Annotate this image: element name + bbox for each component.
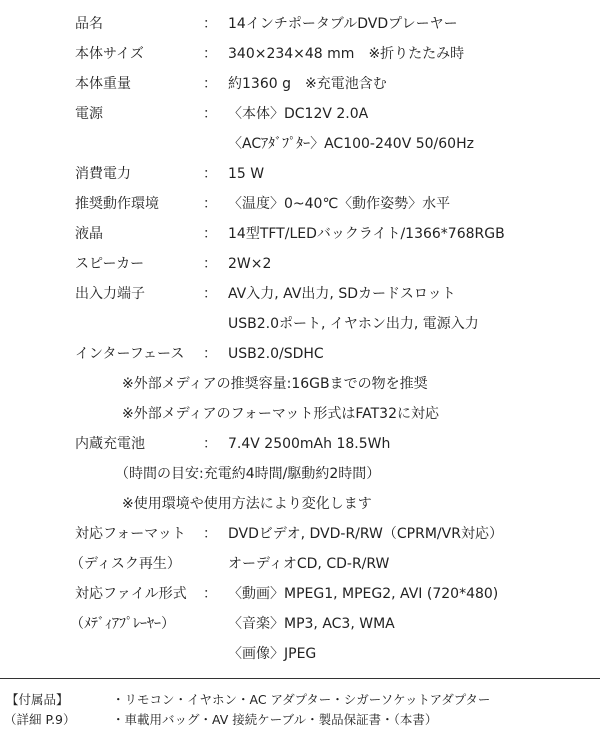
spec-row-speaker — [0, 252, 600, 276]
spec-row-files-3 — [0, 642, 600, 666]
spec-row-power — [0, 102, 600, 126]
spec-label: 液晶 — [75, 226, 103, 242]
spec-colon: ： — [203, 166, 217, 182]
spec-note: （時間の目安:充電約4時間/駆動約2時間） — [115, 466, 381, 482]
spec-label: 品名 — [75, 16, 103, 32]
spec-colon: ： — [203, 226, 217, 242]
spec-value: 約1360 g ※充電池含む — [228, 76, 387, 92]
spec-row-weight — [0, 72, 600, 96]
spec-value: 〈ACｱﾀﾞﾌﾟﾀｰ〉AC100-240V 50/60Hz — [228, 136, 474, 152]
spec-colon: ： — [203, 16, 217, 32]
spec-colon: ： — [203, 586, 217, 602]
spec-value: 340×234×48 mm ※折りたたみ時 — [228, 46, 465, 62]
spec-note: ※外部メディアの推奨容量:16GBまでの物を推奨 — [122, 376, 428, 392]
spec-row-power-2 — [0, 132, 600, 156]
spec-value: DVDビデオ, DVD-R/RW（CPRM/VR対応） — [228, 526, 503, 542]
spec-row-formats — [0, 522, 600, 546]
spec-value: オーディオCD, CD-R/RW — [228, 556, 390, 572]
spec-note-row — [0, 462, 600, 486]
spec-colon: ： — [203, 286, 217, 302]
spec-label: 対応フォーマット — [75, 526, 186, 542]
spec-label: 対応ファイル形式 — [75, 586, 187, 602]
spec-value: USB2.0ポート, イヤホン出力, 電源入力 — [228, 316, 479, 332]
spec-value: 〈温度〉0~40℃〈動作姿勢〉水平 — [228, 196, 451, 212]
spec-label: スピーカー — [75, 256, 145, 272]
spec-value: 7.4V 2500mAh 18.5Wh — [228, 436, 391, 452]
spec-colon: ： — [203, 256, 217, 272]
spec-value: 〈音楽〉MP3, AC3, WMA — [228, 616, 395, 632]
spec-colon: ： — [203, 436, 217, 452]
spec-row-io — [0, 282, 600, 306]
spec-value: 〈画像〉JPEG — [228, 646, 317, 662]
spec-row-interface — [0, 342, 600, 366]
spec-colon: ： — [203, 346, 217, 362]
spec-row-files-2 — [0, 612, 600, 636]
spec-row-consumption — [0, 162, 600, 186]
spec-note: ※使用環境や使用方法により変化します — [122, 496, 372, 512]
spec-row-lcd — [0, 222, 600, 246]
accessories-label: 【付属品】 — [6, 692, 69, 707]
spec-row-battery — [0, 432, 600, 456]
spec-label: 消費電力 — [75, 166, 131, 182]
spec-value: 〈動画〉MPEG1, MPEG2, AVI (720*480) — [228, 586, 499, 602]
divider — [0, 678, 600, 679]
accessories-line: ・リモコン・イヤホン・AC アダプター・シガーソケットアダプター — [112, 692, 491, 707]
spec-row-environment — [0, 192, 600, 216]
spec-label: インターフェース — [75, 346, 185, 362]
spec-label: 出入力端子 — [75, 286, 145, 302]
spec-row-files — [0, 582, 600, 606]
spec-label: 本体重量 — [75, 76, 131, 92]
spec-row-name — [0, 12, 600, 36]
spec-sublabel: （ﾒﾃﾞｨｱﾌﾟﾚｰﾔｰ） — [70, 616, 175, 632]
accessories-page-ref: （詳細 P.9） — [4, 712, 76, 727]
spec-row-size — [0, 42, 600, 66]
accessories-line: ・車載用バッグ・AV 接続ケーブル・製品保証書・（本書） — [112, 712, 438, 727]
spec-colon: ： — [203, 196, 217, 212]
spec-value: USB2.0/SDHC — [228, 346, 324, 362]
spec-value: 2W×2 — [228, 256, 272, 272]
spec-note-row — [0, 492, 600, 516]
spec-value: 14インチポータブルDVDプレーヤー — [228, 16, 458, 32]
spec-label: 推奨動作環境 — [75, 196, 159, 212]
spec-note-row — [0, 402, 600, 426]
spec-value: 〈本体〉DC12V 2.0A — [228, 106, 369, 122]
spec-label: 電源 — [75, 106, 103, 122]
spec-colon: ： — [203, 526, 217, 542]
spec-value: AV入力, AV出力, SDカードスロット — [228, 286, 456, 302]
spec-row-io-2 — [0, 312, 600, 336]
spec-colon: ： — [203, 106, 217, 122]
spec-note: ※外部メディアのフォーマット形式はFAT32に対応 — [122, 406, 439, 422]
spec-colon: ： — [203, 76, 217, 92]
spec-label: 本体サイズ — [75, 46, 144, 62]
spec-value: 15 W — [228, 166, 265, 182]
spec-sublabel: （ディスク再生） — [70, 556, 181, 572]
spec-colon: ： — [203, 46, 217, 62]
spec-row-formats-2 — [0, 552, 600, 576]
spec-note-row — [0, 372, 600, 396]
spec-label: 内蔵充電池 — [75, 436, 145, 452]
spec-value: 14型TFT/LEDバックライト/1366*768RGB — [228, 226, 505, 242]
